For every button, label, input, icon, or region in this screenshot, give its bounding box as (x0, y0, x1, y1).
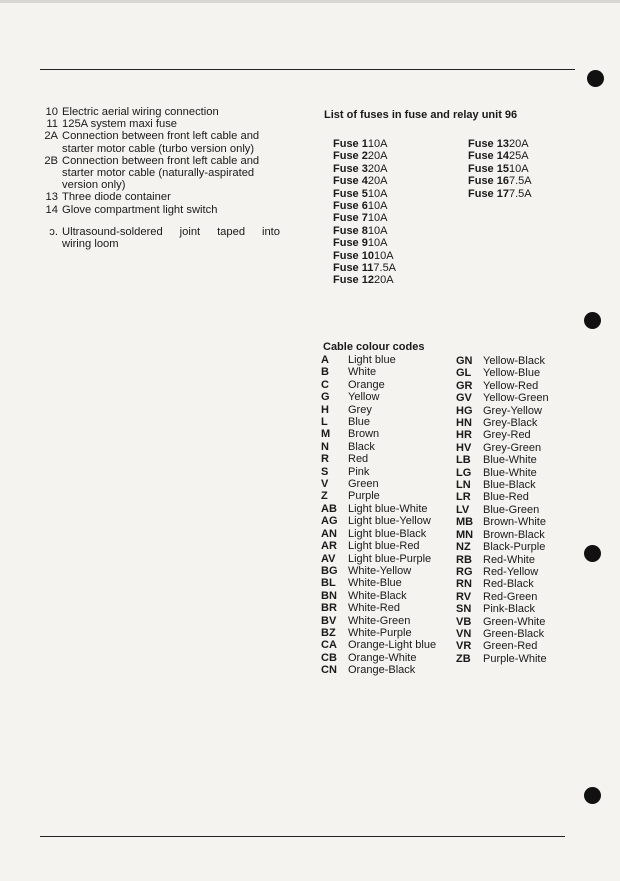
fuse-label: Fuse (333, 212, 359, 225)
page-top-edge (0, 0, 620, 3)
legend-text (62, 191, 288, 203)
legend-line: Connection between front left cable and (62, 154, 260, 167)
cable-codes-column-2 (456, 355, 549, 665)
cable-code: M (321, 428, 331, 441)
cable-code-entry (321, 478, 436, 490)
fuse-rating: 20A (374, 274, 394, 287)
fuse-number: 16 (496, 175, 509, 188)
punch-hole (584, 787, 601, 804)
cable-colour: Green (348, 478, 379, 491)
legend-item (38, 204, 288, 216)
cable-colour: White (348, 366, 377, 379)
cable-code-entry (321, 664, 436, 676)
top-rule (40, 69, 575, 70)
cable-code-entry (321, 652, 436, 664)
cable-colour: Brown-Black (483, 528, 545, 541)
fuse-label: Fuse (333, 262, 359, 275)
legend-number: 2A (44, 130, 58, 143)
fuse-entry (333, 200, 396, 212)
legend-number: 10 (45, 106, 58, 118)
cable-colour: Light blue-Yellow (348, 515, 431, 528)
fuse-entry (333, 237, 396, 249)
fuse-label: Fuse (333, 175, 359, 188)
cable-code-entry (456, 442, 549, 454)
legend-number: 2B (44, 154, 58, 167)
fuse-number: 2 (361, 150, 368, 163)
fuse-entry (468, 138, 532, 150)
fuse-rating: 7.5A (373, 262, 397, 275)
cable-code-entry (321, 528, 436, 540)
fuse-label: Fuse (333, 274, 359, 287)
cable-code-entry (456, 467, 549, 479)
cable-code: BN (321, 589, 337, 602)
legend-line: wiring loom (62, 238, 119, 251)
fuse-number: 15 (496, 162, 509, 175)
cable-code-entry (456, 554, 549, 566)
fuse-label: Fuse (468, 138, 494, 150)
cable-code: N (321, 440, 329, 453)
cable-colour: White-Yellow (348, 564, 412, 577)
cable-code-entry (456, 566, 549, 578)
fuse-rating: 20A (367, 162, 388, 175)
cable-code: MB (456, 516, 474, 529)
cable-code: AR (321, 540, 337, 553)
cable-code: BR (321, 602, 337, 615)
cable-colour: Red-Yellow (483, 565, 539, 578)
legend-number: 11 (46, 118, 58, 131)
legend-line: Electric aerial wiring connection (62, 106, 219, 118)
cable-code-entry (456, 355, 549, 367)
cable-colour: Grey-Green (483, 441, 542, 454)
fuse-entry (333, 274, 396, 286)
cable-colour: Green-White (483, 615, 546, 628)
fuse-number: 1 (361, 138, 368, 150)
punch-hole (587, 70, 604, 87)
fuse-entry (333, 212, 396, 224)
fuse-rating: 20A (367, 175, 388, 188)
cable-code: GN (456, 355, 473, 367)
cable-code-entry (321, 379, 436, 391)
cable-colour: Yellow-Red (483, 379, 539, 392)
cable-code: LR (456, 491, 471, 504)
cable-code: LV (456, 503, 470, 516)
fuse-entry (468, 150, 532, 162)
cable-code: AB (321, 502, 337, 515)
cable-colour: White-Black (348, 589, 407, 602)
fuse-label: Fuse (468, 175, 494, 188)
cable-code-entry (456, 591, 549, 603)
fuse-entry (468, 188, 532, 200)
cable-code: RV (456, 590, 472, 603)
fuse-rating: 20A (367, 150, 388, 163)
cable-code: GV (456, 392, 472, 405)
fuse-list-heading: List of fuses in fuse and relay unit 96 (324, 109, 518, 121)
fuse-entry (333, 175, 396, 187)
cable-colour: Red-Black (483, 578, 534, 591)
cable-code-entry (321, 590, 436, 602)
cable-colour: Purple (348, 490, 380, 503)
cable-code: C (321, 378, 329, 391)
cable-code: BV (321, 614, 337, 627)
cable-code-entry (321, 404, 436, 416)
cable-colour: Blue-Black (483, 479, 536, 492)
fuse-number: 8 (361, 224, 368, 237)
cable-code: SN (456, 603, 472, 616)
cable-colour: Light blue-White (348, 502, 428, 515)
fuse-list-column-2 (468, 138, 532, 200)
fuse-rating: 10A (367, 237, 388, 250)
fuse-number: 13 (496, 138, 509, 150)
cable-code-entry (456, 491, 549, 503)
legend-text (62, 130, 288, 154)
cable-code-entry (456, 541, 549, 553)
cable-code-entry (321, 354, 436, 366)
fuse-rating: 10A (374, 249, 394, 262)
bottom-rule (40, 836, 565, 837)
cable-code: GL (456, 367, 472, 380)
cable-colour: Grey (348, 403, 372, 416)
cable-colour: Grey-Black (483, 417, 538, 430)
cable-code: VB (456, 615, 472, 628)
fuse-rating: 7.5A (509, 187, 532, 200)
cable-colour: Light blue-Purple (348, 552, 432, 565)
cable-colour: Red-White (483, 553, 535, 566)
cable-code-entry (321, 553, 436, 565)
cable-code: A (321, 354, 329, 366)
cable-code-entry (456, 479, 549, 491)
cable-codes-column-1 (321, 354, 436, 677)
cable-colour: Grey-Red (483, 429, 531, 442)
legend-item (38, 118, 288, 130)
cable-code-entry (321, 441, 436, 453)
cable-colour: Brown-White (483, 516, 546, 529)
cable-colour: Orange-White (348, 651, 417, 664)
cable-code: CN (321, 664, 337, 677)
cable-code: R (321, 453, 329, 466)
fuse-rating: 20A (509, 138, 529, 150)
cable-code-entry (456, 454, 549, 466)
fuse-number: 6 (361, 200, 368, 213)
cable-code-entry (456, 429, 549, 441)
cable-colour: Yellow-Green (483, 392, 549, 405)
cable-code: GR (456, 379, 473, 392)
cable-colour: White-Green (348, 614, 411, 627)
fuse-entry (468, 163, 532, 175)
cable-code-entry (321, 602, 436, 614)
cable-code-entry (321, 428, 436, 440)
fuse-number: 7 (361, 212, 368, 225)
cable-code: AN (321, 527, 337, 540)
legend-item (38, 106, 288, 118)
fuse-number: 4 (361, 175, 368, 188)
legend-line: Ultrasound-soldered joint taped into (62, 225, 280, 238)
cable-colour: Red-Green (483, 590, 538, 603)
fuse-label: Fuse (468, 162, 494, 175)
fuse-label: Fuse (468, 150, 494, 163)
cable-colour: Yellow-Blue (483, 367, 541, 380)
cable-colour: Orange-Light blue (348, 639, 437, 652)
cable-code-entry (456, 504, 549, 516)
legend-item (38, 155, 288, 192)
cable-colour: Brown (348, 428, 380, 441)
legend-line: Three diode container (62, 191, 171, 204)
legend-line: 125A system maxi fuse (62, 118, 178, 131)
fuse-label: Fuse (333, 249, 359, 262)
cable-code: LB (456, 454, 471, 467)
cable-code: HR (456, 429, 472, 442)
fuse-number: 14 (496, 150, 509, 163)
cable-code-entry (456, 578, 549, 590)
legend-text (62, 155, 288, 192)
cable-code: VN (456, 627, 472, 640)
cable-colour: Light blue-Black (348, 527, 427, 540)
fuse-number: 10 (361, 249, 374, 262)
fuse-label: Fuse (333, 237, 359, 250)
cable-code: CA (321, 639, 337, 652)
legend-text (62, 204, 288, 216)
cable-code-entry (456, 417, 549, 429)
cable-colour: Light blue (348, 354, 396, 366)
cable-code-entry (456, 616, 549, 628)
cable-colour: Purple-White (483, 652, 547, 665)
legend-item (38, 130, 288, 154)
fuse-number: 9 (361, 237, 368, 250)
cable-code: RB (456, 553, 472, 566)
fuse-label: Fuse (333, 224, 359, 237)
cable-colour: Blue-White (483, 454, 537, 467)
cable-colour: Pink-Black (483, 603, 535, 616)
cable-code: LG (456, 466, 472, 479)
fuse-number: 3 (361, 162, 368, 175)
cable-code: ZB (456, 652, 471, 665)
cable-colour: Green-Red (483, 640, 538, 653)
cable-code-entry (321, 515, 436, 527)
cable-colour: White-Red (348, 602, 400, 615)
fuse-rating: 10A (509, 162, 529, 175)
cable-code: L (321, 416, 328, 429)
fuse-label: Fuse (333, 187, 359, 200)
cable-code-entry (456, 367, 549, 379)
cable-code: V (321, 478, 329, 491)
cable-code-entry (456, 405, 549, 417)
cable-code: RG (456, 565, 473, 578)
legend-item (38, 226, 288, 250)
cable-code: BZ (321, 626, 336, 639)
punch-hole (584, 545, 601, 562)
cable-code-entry (321, 416, 436, 428)
cable-colour: Black (348, 440, 375, 453)
cable-code-entry (456, 628, 549, 640)
legend-text (62, 118, 288, 130)
cable-code-entry (456, 640, 549, 652)
cable-code-entry (456, 380, 549, 392)
cable-code-entry (456, 516, 549, 528)
legend-number: 14 (45, 203, 58, 216)
cable-code: H (321, 403, 329, 416)
fuse-label: Fuse (468, 187, 494, 200)
cable-code: HG (456, 404, 473, 417)
cable-code-entry (321, 615, 436, 627)
cable-colour: Red (348, 453, 369, 466)
cable-colour: Yellow-Black (483, 355, 545, 367)
fuse-entry (333, 250, 396, 262)
fuse-entry (468, 175, 532, 187)
cable-code: VR (456, 640, 472, 653)
fuse-entry (333, 150, 396, 162)
cable-code: RN (456, 578, 472, 591)
cable-colour: Pink (348, 465, 370, 478)
cable-code: AG (321, 515, 338, 528)
legend-line: Glove compartment light switch (62, 203, 218, 216)
fuse-rating: 10A (367, 200, 388, 213)
fuse-rating: 10A (367, 187, 388, 200)
fuse-rating: 7.5A (509, 175, 532, 188)
cable-code-entry (456, 603, 549, 615)
cable-colour: White-Blue (348, 577, 402, 590)
cable-code-entry (321, 490, 436, 502)
cable-colour: Blue-Green (483, 503, 540, 516)
cable-colour: White-Purple (348, 626, 412, 639)
fuse-rating: 10A (367, 224, 388, 237)
cable-colour: Blue-Red (483, 491, 529, 504)
cable-colour: Orange (348, 378, 385, 391)
fuse-label: Fuse (333, 162, 359, 175)
fuse-number: 5 (361, 187, 368, 200)
fuse-entry (333, 188, 396, 200)
component-legend (38, 106, 288, 250)
cable-code: AV (321, 552, 336, 565)
legend-number: 13 (45, 191, 58, 204)
cable-code: B (321, 366, 329, 379)
cable-colour: Orange-Black (348, 664, 416, 677)
cable-code: G (321, 391, 330, 404)
cable-code: MN (456, 528, 474, 541)
cable-code-entry (321, 540, 436, 552)
fuse-label: Fuse (333, 200, 359, 213)
cable-code-entry (321, 565, 436, 577)
cable-code: HN (456, 417, 472, 430)
cable-code-entry (456, 653, 549, 665)
cable-codes-heading: Cable colour codes (323, 341, 425, 353)
cable-code-entry (456, 392, 549, 404)
cable-colour: Grey-Yellow (483, 404, 542, 417)
legend-number: ɔ. (49, 225, 58, 238)
cable-code: CB (321, 651, 337, 664)
punch-hole (584, 312, 601, 329)
legend-item (38, 191, 288, 203)
cable-colour: Light blue-Red (348, 540, 420, 553)
fuse-entry (333, 262, 396, 274)
fuse-entry (333, 163, 396, 175)
cable-colour: Blue-White (483, 466, 537, 479)
cable-code: HV (456, 441, 472, 454)
cable-code-entry (321, 466, 436, 478)
legend-text (62, 106, 288, 118)
legend-line: Connection between front left cable and (62, 130, 260, 143)
legend-line: version only) (62, 179, 126, 192)
cable-code-entry (321, 639, 436, 651)
cable-code: BG (321, 564, 338, 577)
cable-code-entry (321, 391, 436, 403)
cable-code-entry (456, 529, 549, 541)
cable-code: BL (321, 577, 336, 590)
cable-code-entry (321, 577, 436, 589)
cable-code: Z (321, 490, 328, 503)
cable-code-entry (321, 627, 436, 639)
cable-colour: Yellow (348, 391, 380, 404)
fuse-entry (333, 225, 396, 237)
fuse-label: Fuse (333, 138, 359, 150)
legend-text (62, 226, 288, 250)
fuse-number: 12 (361, 274, 374, 287)
fuse-rating: 10A (367, 212, 388, 225)
fuse-rating: 25A (509, 150, 529, 163)
legend-line: starter motor cable (turbo version only) (62, 142, 255, 155)
fuse-list-column-1 (333, 138, 396, 287)
cable-colour: Green-Black (483, 627, 545, 640)
legend-line: starter motor cable (naturally-aspirated (62, 167, 255, 180)
fuse-number: 17 (496, 187, 509, 200)
fuse-label: Fuse (333, 150, 359, 163)
cable-code-entry (321, 503, 436, 515)
cable-code: LN (456, 479, 471, 492)
cable-code: NZ (456, 541, 471, 554)
fuse-number: 11 (361, 262, 374, 275)
cable-code-entry (321, 366, 436, 378)
cable-code-entry (321, 453, 436, 465)
fuse-rating: 10A (367, 138, 388, 150)
cable-colour: Black-Purple (483, 541, 546, 554)
cable-colour: Blue (348, 416, 371, 429)
fuse-entry (333, 138, 396, 150)
cable-code: S (321, 465, 329, 478)
